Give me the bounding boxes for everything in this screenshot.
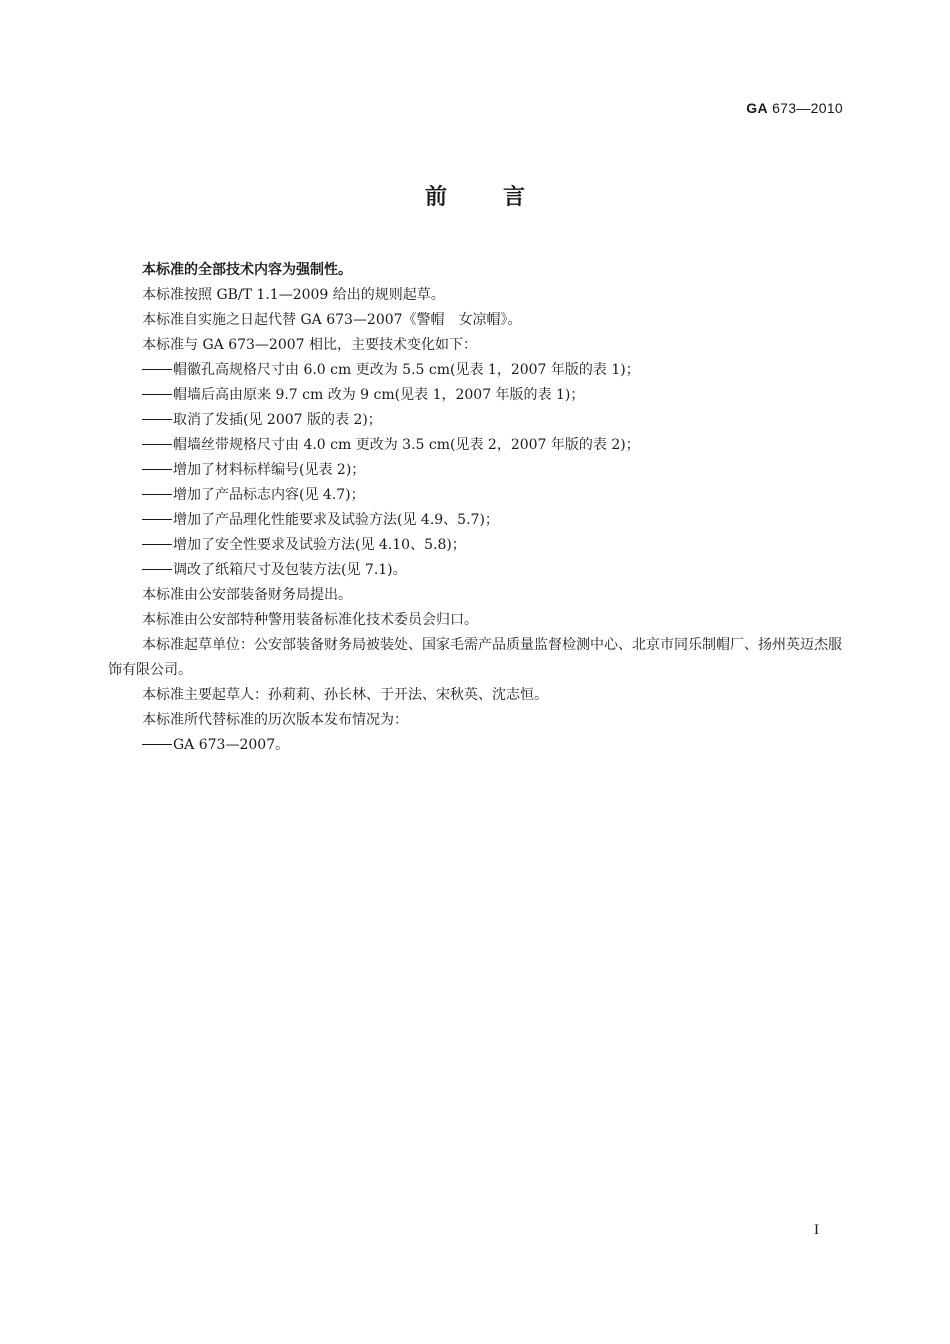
change-item-text: 帽墙后高由原来 9.7 cm 改为 9 cm(见表 1，2007 年版的表 1)； <box>173 387 585 403</box>
change-item-text: 增加了产品标志内容(见 4.7)； <box>173 487 365 503</box>
changes-intro-paragraph: 本标准与 GA 673—2007 相比，主要技术变化如下： <box>142 337 477 353</box>
dash-mark <box>142 744 172 745</box>
proposer-paragraph: 本标准由公安部装备财务局提出。 <box>142 587 352 603</box>
replacement-paragraph: 本标准自实施之日起代替 GA 673—2007《警帽 女凉帽》。 <box>142 312 522 328</box>
change-item-text: 取消了发插(见 2007 版的表 2)； <box>173 412 382 428</box>
change-item-text: 调改了纸箱尺寸及包装方法(见 7.1)。 <box>173 562 407 578</box>
drafting-rules-paragraph: 本标准按照 GB/T 1.1—2009 给出的规则起草。 <box>142 287 445 303</box>
page-title: 前言 <box>424 185 581 210</box>
dash-mark <box>142 419 172 420</box>
change-item-text: 帽徽孔高规格尺寸由 6.0 cm 更改为 5.5 cm(见表 1，2007 年版的表 1)； <box>173 362 640 378</box>
foreword-body <box>108 258 850 758</box>
change-item <box>108 508 850 533</box>
drafters-paragraph: 本标准主要起草人：孙莉莉、孙长林、于开法、宋秋英、沈志恒。 <box>142 687 548 703</box>
change-item <box>108 358 850 383</box>
dash-mark <box>142 444 172 445</box>
change-item <box>108 458 850 483</box>
dash-mark <box>142 394 172 395</box>
change-item <box>108 533 850 558</box>
change-item <box>108 483 850 508</box>
dash-mark <box>142 469 172 470</box>
change-item <box>108 408 850 433</box>
dash-mark <box>142 369 172 370</box>
dash-mark <box>142 569 172 570</box>
history-item-text: GA 673—2007。 <box>173 737 290 753</box>
change-item <box>108 433 850 458</box>
standard-code: GA <box>746 100 768 116</box>
change-item-text: 增加了产品理化性能要求及试验方法(见 4.9、5.7)； <box>173 512 499 528</box>
drafting-units-paragraph: 本标准起草单位：公安部装备财务局被装处、国家毛需产品质量监督检测中心、北京市同乐制帽厂、扬州英迈杰服饰有限公司。 <box>108 637 842 678</box>
change-item <box>108 383 850 408</box>
history-item <box>108 733 850 758</box>
standard-number <box>746 100 843 116</box>
change-item-text: 增加了安全性要求及试验方法(见 4.10、5.8)； <box>173 537 466 553</box>
page-number: I <box>814 1222 819 1238</box>
dash-mark <box>142 494 172 495</box>
standard-year: 673—2010 <box>772 100 843 116</box>
dash-mark <box>142 544 172 545</box>
dash-mark <box>142 519 172 520</box>
change-item-text: 帽墙丝带规格尺寸由 4.0 cm 更改为 3.5 cm(见表 2，2007 年版的表 2)； <box>173 437 640 453</box>
mandatory-statement: 本标准的全部技术内容为强制性。 <box>142 262 352 278</box>
committee-paragraph: 本标准由公安部特种警用装备标准化技术委员会归口。 <box>142 612 478 628</box>
change-item <box>108 558 850 583</box>
history-intro-paragraph: 本标准所代替标准的历次版本发布情况为： <box>142 712 408 728</box>
change-item-text: 增加了材料标样编号(见表 2)； <box>173 462 366 478</box>
